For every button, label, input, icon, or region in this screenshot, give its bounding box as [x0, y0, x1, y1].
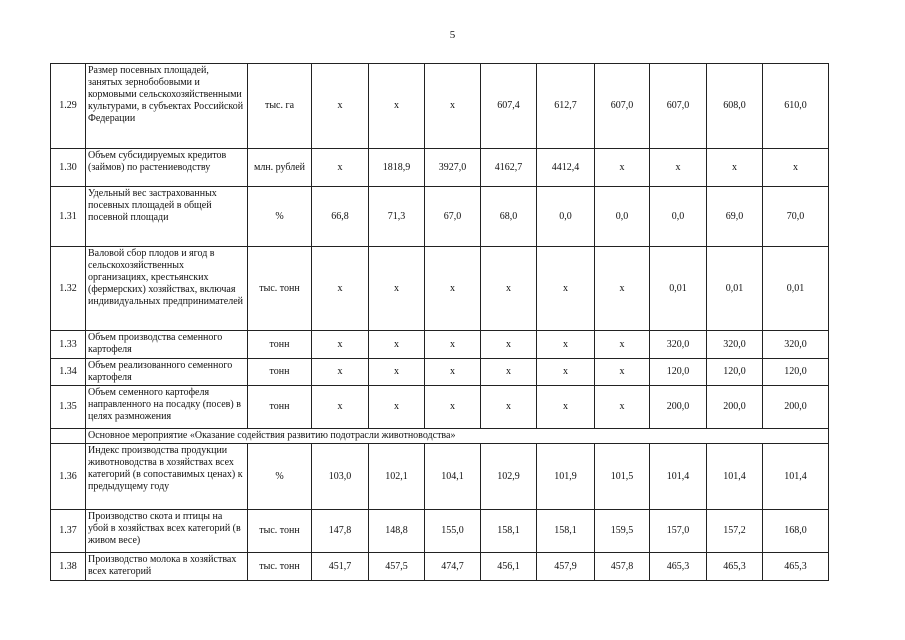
value-cell: 320,0 [763, 331, 829, 359]
value-cell: х [425, 359, 481, 386]
value-cell: 4412,4 [537, 149, 595, 187]
value-cell: 200,0 [650, 386, 707, 429]
value-cell: 0,01 [650, 247, 707, 331]
value-cell: 103,0 [312, 444, 369, 510]
value-cell: 71,3 [369, 187, 425, 247]
value-cell: 200,0 [763, 386, 829, 429]
value-cell: х [369, 331, 425, 359]
value-cell: 70,0 [763, 187, 829, 247]
indicator-name: Производство молока в хозяйствах всех категорий [86, 553, 248, 581]
value-cell: 101,9 [537, 444, 595, 510]
indicator-name: Удельный вес застрахованных посевных площадей в общей посевной площади [86, 187, 248, 247]
indicator-name: Производство скота и птицы на убой в хозяйствах всех категорий (в живом весе) [86, 510, 248, 553]
value-cell: 147,8 [312, 510, 369, 553]
table-row [51, 331, 829, 359]
table-row [51, 149, 829, 187]
row-number: 1.33 [51, 331, 86, 359]
value-cell: х [425, 386, 481, 429]
unit-cell: тыс. тонн [248, 510, 312, 553]
value-cell: 320,0 [707, 331, 763, 359]
value-cell: 104,1 [425, 444, 481, 510]
value-cell: 4162,7 [481, 149, 537, 187]
row-number: 1.34 [51, 359, 86, 386]
value-cell: х [425, 247, 481, 331]
value-cell: 158,1 [537, 510, 595, 553]
value-cell: 120,0 [650, 359, 707, 386]
indicator-name: Объем производства семенного картофеля [86, 331, 248, 359]
value-cell: 120,0 [707, 359, 763, 386]
row-number: 1.35 [51, 386, 86, 429]
row-number: 1.36 [51, 444, 86, 510]
value-cell: 0,01 [763, 247, 829, 331]
value-cell: 101,4 [707, 444, 763, 510]
value-cell: 607,0 [650, 64, 707, 149]
unit-cell: тыс. га [248, 64, 312, 149]
value-cell: х [312, 247, 369, 331]
page-number: 5 [449, 29, 456, 41]
value-cell: 3927,0 [425, 149, 481, 187]
indicator-name: Объем семенного картофеля направленного на посадку (посев) в целях размножения [86, 386, 248, 429]
unit-cell: % [248, 187, 312, 247]
section-heading: Основное мероприятие «Оказание содействия развитию подотрасли животноводства» [86, 429, 829, 444]
value-cell: 66,8 [312, 187, 369, 247]
value-cell: 612,7 [537, 64, 595, 149]
value-cell: 67,0 [425, 187, 481, 247]
section-row [51, 429, 829, 444]
unit-cell: тыс. тонн [248, 553, 312, 581]
value-cell: 158,1 [481, 510, 537, 553]
value-cell: х [650, 149, 707, 187]
table-row [51, 510, 829, 553]
value-cell: х [481, 386, 537, 429]
row-number: 1.38 [51, 553, 86, 581]
row-number: 1.31 [51, 187, 86, 247]
value-cell: х [537, 331, 595, 359]
value-cell: 465,3 [650, 553, 707, 581]
value-cell: х [481, 359, 537, 386]
value-cell: 1818,9 [369, 149, 425, 187]
value-cell: х [595, 149, 650, 187]
value-cell: х [425, 331, 481, 359]
value-cell: 457,9 [537, 553, 595, 581]
unit-cell: млн. рублей [248, 149, 312, 187]
value-cell: х [481, 247, 537, 331]
value-cell: х [369, 386, 425, 429]
value-cell: х [425, 64, 481, 149]
value-cell: х [369, 247, 425, 331]
value-cell: 0,01 [707, 247, 763, 331]
value-cell: 607,0 [595, 64, 650, 149]
value-cell: 157,0 [650, 510, 707, 553]
value-cell: 457,8 [595, 553, 650, 581]
unit-cell: тонн [248, 386, 312, 429]
value-cell: 68,0 [481, 187, 537, 247]
value-cell: 465,3 [707, 553, 763, 581]
value-cell: 101,4 [763, 444, 829, 510]
value-cell: 102,9 [481, 444, 537, 510]
value-cell: х [537, 359, 595, 386]
value-cell: 457,5 [369, 553, 425, 581]
value-cell: 610,0 [763, 64, 829, 149]
unit-cell: тыс. тонн [248, 247, 312, 331]
value-cell: х [595, 331, 650, 359]
value-cell: 607,4 [481, 64, 537, 149]
table-row [51, 187, 829, 247]
value-cell: 465,3 [763, 553, 829, 581]
value-cell: 102,1 [369, 444, 425, 510]
value-cell: 451,7 [312, 553, 369, 581]
value-cell: 0,0 [650, 187, 707, 247]
table-row [51, 386, 829, 429]
value-cell: х [595, 386, 650, 429]
unit-cell: тонн [248, 331, 312, 359]
value-cell: х [312, 331, 369, 359]
indicator-name: Объем реализованного семенного картофеля [86, 359, 248, 386]
value-cell: х [595, 247, 650, 331]
table-row [51, 553, 829, 581]
table-row [51, 444, 829, 510]
value-cell: 101,4 [650, 444, 707, 510]
unit-cell: % [248, 444, 312, 510]
value-cell: 0,0 [537, 187, 595, 247]
table-row [51, 359, 829, 386]
value-cell: х [481, 331, 537, 359]
indicator-name: Индекс производства продукции животноводства в хозяйствах всех категорий (в сопоставимых ценах) к предыдущему году [86, 444, 248, 510]
value-cell: 608,0 [707, 64, 763, 149]
value-cell: 200,0 [707, 386, 763, 429]
value-cell: х [595, 359, 650, 386]
value-cell: х [537, 386, 595, 429]
value-cell: 0,0 [595, 187, 650, 247]
value-cell: х [369, 64, 425, 149]
value-cell: 168,0 [763, 510, 829, 553]
indicators-table [50, 63, 829, 581]
value-cell: 159,5 [595, 510, 650, 553]
table-row [51, 64, 829, 149]
value-cell: х [312, 64, 369, 149]
indicator-name: Объем субсидируемых кредитов (займов) по растениеводству [86, 149, 248, 187]
row-number: 1.29 [51, 64, 86, 149]
table-row [51, 247, 829, 331]
value-cell: 155,0 [425, 510, 481, 553]
value-cell: 120,0 [763, 359, 829, 386]
row-number: 1.30 [51, 149, 86, 187]
value-cell: 148,8 [369, 510, 425, 553]
value-cell: х [312, 386, 369, 429]
value-cell: х [763, 149, 829, 187]
value-cell: 456,1 [481, 553, 537, 581]
unit-cell: тонн [248, 359, 312, 386]
row-number: 1.37 [51, 510, 86, 553]
value-cell: 101,5 [595, 444, 650, 510]
indicator-name: Размер посевных площадей, занятых зернобобовыми и кормовыми сельскохозяйственными культурами, в субъектах Российской Федерации [86, 64, 248, 149]
value-cell: 157,2 [707, 510, 763, 553]
value-cell: 69,0 [707, 187, 763, 247]
value-cell: х [707, 149, 763, 187]
row-number: 1.32 [51, 247, 86, 331]
value-cell: 320,0 [650, 331, 707, 359]
value-cell: 474,7 [425, 553, 481, 581]
indicator-name: Валовой сбор плодов и ягод в сельскохозяйственных организациях, крестьянских (фермерских) хозяйствах, включая индивидуальных предпринимателей [86, 247, 248, 331]
value-cell: х [312, 359, 369, 386]
value-cell: х [369, 359, 425, 386]
value-cell: х [537, 247, 595, 331]
value-cell: х [312, 149, 369, 187]
